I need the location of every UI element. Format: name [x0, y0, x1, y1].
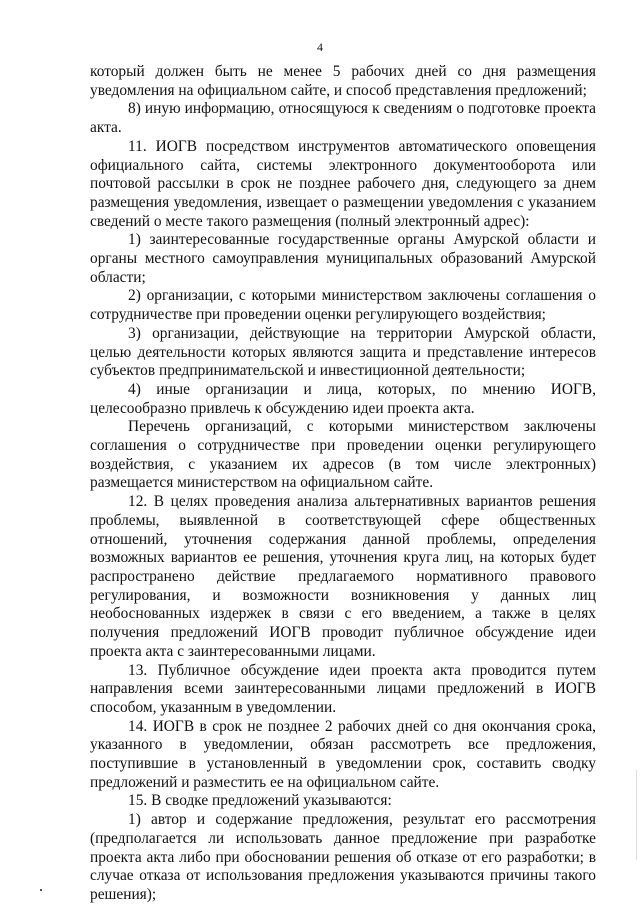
paragraph: 14. ИОГВ в срок не позднее 2 рабочих дней со дня окончания срока, указанного в уведомлении, обязан рассмотреть все предложения, поступившие в установленный в уведомлении срок, составить сводку предложений и разместить ее на официальном сайте. — [90, 717, 596, 791]
paragraph: 1) заинтересованные государственные органы Амурской области и органы местного самоуправления муниципальных образований Амурской области; — [90, 231, 596, 286]
paragraph: 13. Публичное обсуждение идеи проекта акта проводится путем направления всеми заинтересованными лицами предложений в ИОГВ способом, указанным в уведомлении. — [90, 661, 596, 716]
paragraph: Перечень организаций, с которыми министерством заключены соглашения о сотрудничестве при проведении оценки регулирующего воздействия, с указанием их адресов (в том числе электронных) размещается министерством на официальном сайте. — [90, 418, 596, 492]
document-body — [90, 63, 596, 905]
paragraph: 1) автор и содержание предложения, результат его рассмотрения (предполагается ли использовать данное предложение при разработке проекта акта либо при обосновании решения об отказе от его разработки; в случае отказа от использования предложения указываются причины такого решения); — [90, 811, 596, 903]
paragraph: 2) организации, с которыми министерством заключены соглашения о сотрудничестве при проведении оценки регулирующего воздействия; — [90, 287, 596, 324]
paragraph: 12. В целях проведения анализа альтернативных вариантов решения проблемы, выявленной в соответствующей сфере общественных отношений, уточнения содержания данной проблемы, определения возможных вариантов ее решения, уточнения круга лиц, на которых будет распространено действие предлагаемого нормативного правового регулирования, и возможности возникновения у данных лиц необоснованных издержек в связи с его введением, а также в целях получения предложений ИОГВ проводит публичное обсуждение идеи проекта акта с заинтересованными лицами. — [90, 493, 596, 660]
page-number: 4 — [317, 40, 323, 54]
paragraph: 11. ИОГВ посредством инструментов автоматического оповещения официального сайта, системы электронного документооборота или почтовой рассылки в срок не позднее рабочего дня, следующего за днем размещения уведомления, извещает о размещении уведомления с указанием сведений о месте такого размещения (полный электронный адрес): — [90, 137, 596, 230]
paragraph: 4) иные организации и лица, которых, по мнению ИОГВ, целесообразно привлечь к обсуждению идеи проекта акта. — [90, 380, 596, 417]
paragraph: 3) организации, действующие на территории Амурской области, целью деятельности которых являются защита и представление интересов субъектов предпринимательской и инвестиционной деятельности; — [90, 324, 596, 380]
paragraph: 8) иную информацию, относящуюся к сведениям о подготовке проекта акта. — [90, 100, 596, 137]
scan-edge-shadow — [636, 770, 637, 860]
paragraph: 15. В сводке предложений указываются: — [128, 792, 392, 810]
scan-speck — [40, 889, 42, 891]
paragraph: который должен быть не менее 5 рабочих дней со дня размещения уведомления на официальном сайте, и способ представления предложений; — [90, 63, 596, 99]
